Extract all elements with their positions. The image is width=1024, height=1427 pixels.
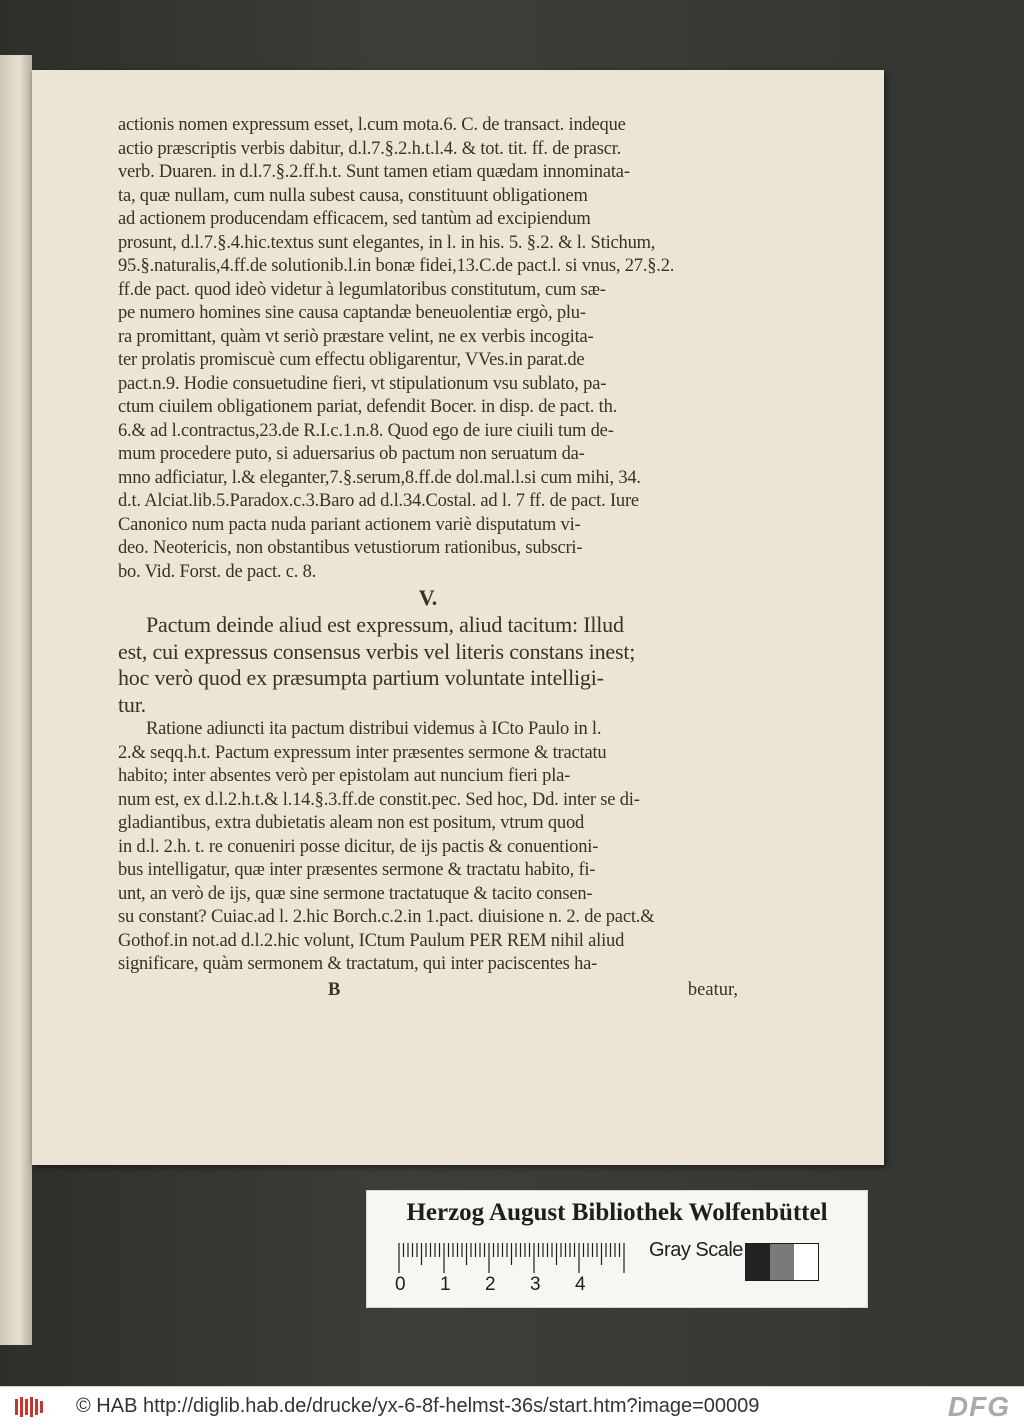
scale-ruler: [395, 1241, 655, 1297]
text-line: habito; inter absentes verò per epistolam aut nuncium fieri pla-: [118, 766, 571, 786]
paragraph-section: [118, 612, 738, 718]
text-line: 2.& seqq.h.t. Pactum expressum inter præsentes sermone & tractatu: [118, 742, 607, 763]
signature-mark: B: [328, 979, 341, 1000]
text-line: prosunt, d.l.7.§.4.hic.textus sunt elegantes, in l. in his. 5. §.2. & l. Stichum,: [118, 232, 656, 253]
text-line: in d.l. 2.h. t. re conueniri posse dicitur, de ijs pactis & conuentioni-: [118, 836, 599, 857]
library-title: Herzog August Bibliothek Wolfenbüttel: [406, 1199, 828, 1226]
gray-swatch: [794, 1244, 818, 1280]
text-line: bo. Vid. Forst. de pact. c. 8.: [118, 561, 317, 582]
text-line: Pactum deinde aliud est expressum, aliud tacitum: Illud: [146, 612, 624, 637]
ruler-number: 0: [395, 1274, 406, 1295]
page-foot-row: [118, 977, 738, 1003]
text-line: ter prolatis promiscuè cum effectu obligarentur, VVes.in parat.de: [118, 350, 585, 370]
source-link[interactable]: © HAB http://diglib.hab.de/drucke/yx-6-8f-helmst-36s/start.htm?image=00009: [76, 1395, 760, 1417]
text-line: deo. Neotericis, non obstantibus vetustiorum rationibus, subscri-: [118, 538, 583, 558]
page-text-block: [118, 114, 738, 1003]
text-line: actionis nomen expressum esset, l.cum mota.6. C. de transact. indeque: [118, 115, 626, 135]
ruler-ticks: [395, 1241, 655, 1275]
dfg-logo: DFG: [947, 1391, 1010, 1422]
text-line: Ratione adiuncti ita pactum distribui videmus à ICto Paulo in l.: [146, 719, 602, 739]
text-line: mum procedere puto, si aduersarius ob pactum non seruatum da-: [118, 444, 585, 464]
hab-logo-icon: [14, 1395, 44, 1419]
ruler-number: 3: [530, 1274, 541, 1295]
ruler-number: 4: [575, 1274, 586, 1295]
text-line: num est, ex d.l.2.h.t.& l.14.§.3.ff.de constit.pec. Sed hoc, Dd. inter se di-: [118, 789, 640, 810]
text-line: est, cui expressus consensus verbis vel literis constans inest;: [118, 638, 636, 664]
text-line: Gothof.in not.ad d.l.2.hic volunt, ICtum Paulum PER REM nihil aliud: [118, 930, 625, 951]
ruler-numbers: [395, 1274, 655, 1296]
gray-swatch: [770, 1244, 794, 1280]
text-line: d.t. Alciat.lib.5.Paradox.c.3.Baro ad d.l.34.Costal. ad l. 7 ff. de pact. Iure: [118, 491, 639, 511]
text-line: Canonico num pacta nuda pariant actionem variè disputatum vi-: [118, 514, 581, 535]
text-line: bus intelligatur, quæ inter præsentes sermone & tractatu habito, fi-: [118, 860, 596, 880]
text-line: pact.n.9. Hodie consuetudine fieri, vt stipulationum vsu sublato, pa-: [118, 373, 607, 394]
text-line: ra promittant, quàm vt seriò præstare velint, ne ex verbis incogita-: [118, 326, 594, 347]
gray-scale-swatches: [745, 1243, 819, 1281]
gray-swatch: [746, 1244, 770, 1280]
text-line: ta, quæ nullam, cum nulla subest causa, constituunt obligationem: [118, 185, 588, 206]
text-line: verb. Duaren. in d.l.7.§.2.ff.h.t. Sunt tamen etiam quædam innominata-: [118, 162, 630, 182]
calibration-card: [366, 1190, 868, 1308]
gray-scale-label: Gray Scale: [649, 1239, 743, 1261]
text-line: pe numero homines sine causa captandæ beneuolentiæ ergò, plu-: [118, 303, 586, 323]
text-line: actio præscriptis verbis dabitur, d.l.7.§.2.h.t.l.4. & tot. tit. ff. de prascr.: [118, 138, 622, 159]
ruler-number: 2: [485, 1274, 496, 1295]
text-line: gladiantibus, extra dubietatis aleam non est positum, vtrum quod: [118, 813, 585, 833]
catchword: beatur,: [687, 979, 738, 1000]
text-line: ad actionem producendam efficacem, sed tantùm ad excipiendum: [118, 209, 591, 229]
paragraph-top: [118, 114, 738, 584]
text-line: hoc verò quod ex præsumpta partium voluntate intelligi-: [118, 665, 604, 690]
text-line: mno adficiatur, l.& eleganter,7.§.serum,8.ff.de dol.mal.l.si cum mihi, 34.: [118, 467, 641, 488]
adjacent-page-edge: [0, 55, 32, 1345]
text-line: tur.: [118, 691, 146, 717]
section-number: V.: [418, 585, 438, 610]
text-line: unt, an verò de ijs, quæ sine sermone tractatuque & tacito consen-: [118, 883, 593, 904]
paragraph-bottom: [118, 718, 738, 977]
text-line: 95.§.naturalis,4.ff.de solutionib.l.in bonæ fidei,13.C.de pact.l. si vnus, 27.§.2.: [118, 256, 675, 276]
ruler-number: 1: [440, 1274, 451, 1295]
text-line: ctum ciuilem obligationem pariat, defendit Bocer. in disp. de pact. th.: [118, 397, 618, 417]
text-line: su constant? Cuiac.ad l. 2.hic Borch.c.2.in 1.pact. diuisione n. 2. de pact.&: [118, 907, 655, 927]
text-line: significare, quàm sermonem & tractatum, qui inter paciscentes ha-: [118, 954, 598, 974]
text-line: ff.de pact. quod ideò videtur à legumlatoribus constitutum, cum sæ-: [118, 279, 606, 300]
viewer-footer: [0, 1386, 1024, 1427]
text-line: 6.& ad l.contractus,23.de R.I.c.1.n.8. Quod ego de iure ciuili tum de-: [118, 420, 614, 441]
